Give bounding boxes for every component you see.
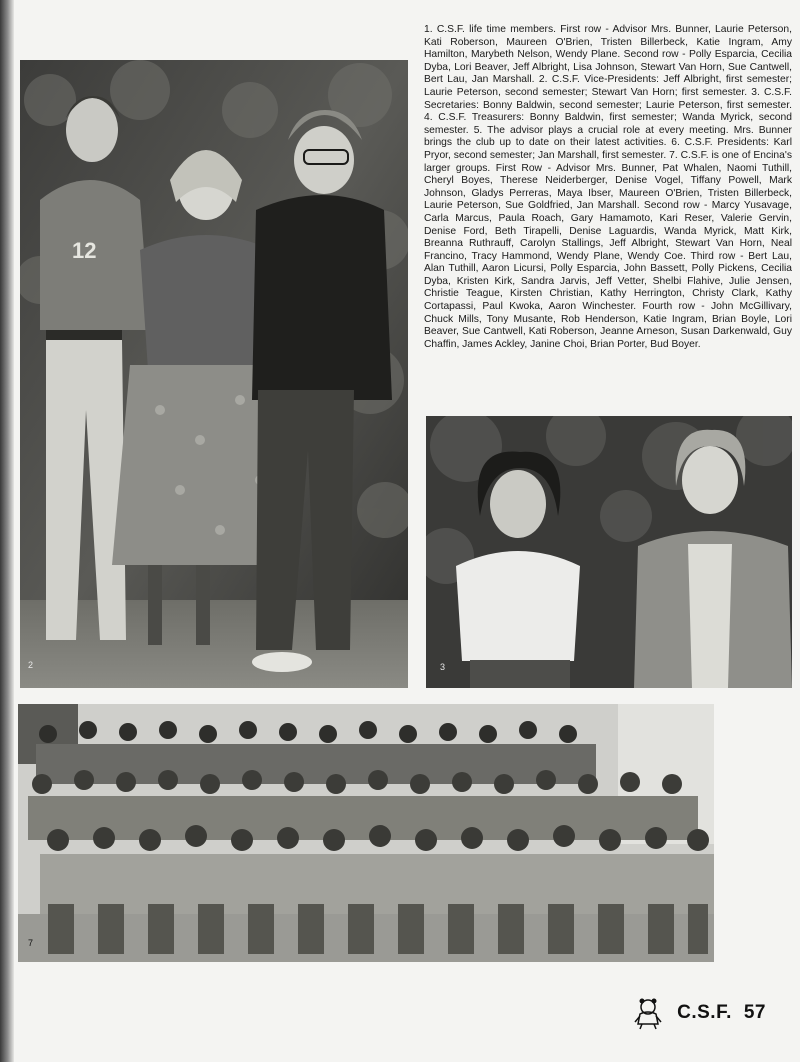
photo-vice-presidents — [20, 60, 408, 688]
page-footer — [631, 996, 766, 1030]
page-number: 57 — [743, 1002, 766, 1023]
binding-shadow — [0, 0, 14, 1062]
caption-text: 1. C.S.F. life time members. First row - Advisor Mrs. Bunner, Laurie Peterson, Kati Roberson, Maureen O'Brien, Tristen Billerbeck, Katie Ingram, Amy Hamilton, Marybeth Nelson, Wendy Plane. Second row - Polly Esparcia, Cecilia Dyba, Lori Beaver, Jeff Albright, Lisa Johnson, Stewart Van Horn, Sue Cantwell, Bert Lau, Jan Marshall. 2. C.S.F. Vice-Presidents: Jeff Albright, first semester; Laurie Peterson, second semester; Stewart Van Horn; first semester. 3. C.S.F. Secretaries: Bonny Baldwin, second semester; Laurie Peterson, first semester. 4. C.S.F. Treasurers: Bonny Baldwin, first semester; Wanda Myrick, second semester. 5. The advisor plays a crucial role at every meeting. Mrs. Bunner brings the club up to date on their latest activities. 6. C.S.F. Presidents: Karl Pryor, second semester; Jan Marshall, first semester. 7. C.S.F. is one of Encina's larger groups. First Row - Advisor Mrs. Bunner, Pat Whalen, Naomi Tuthill, Cheryl Boyes, Therese Neiderberger, Denise Vogel, Tiffany Powell, Mark Johnson, Gladys Perreras, Maya Ibser, Maureen O'Brien, Tristen Billerbeck, Laurie Peterson, Sue Goldfried, Jan Marshall. Second row - Marcy Yusavage, Carla Marcus, Paula Roach, Gary Hamamoto, Kari Reser, Valerie Gervin, Denise Ford, Beth Tirapelli, Denise Laguardis, Wanda Myrick, Matt Kirk, Breanna Ruthrauff, Carolyn Stallings, Jeff Albright, Stewart Van Horn, Neal Francino, Tracy Hammond, Wendy Plane, Wendy Coe. Third row - Bert Lau, Alan Tuthill, Aaron Licursi, Polly Esparcia, John Bassett, Polly Pickens, Cecilia Dyba, Kristen Kirk, Sandra Jarvis, Jeff Vetter, Shelbi Flahive, Julie Jensen, Christie Teague, Kirsten Christian, Kathy Herrington, Christy Clark, Kathy Cortapassi, Paul Kwoka, Aaron Winchester. Fourth row - John McGillivary, Chuck Mills, Tony Musante, Rob Henderson, Katie Ingram, Brian Boyle, Lori Beaver, Sue Cantwell, Kati Roberson, Jeanne Arneson, Susan Darkenwald, Guy Chaffin, James Ackley, Janine Choi, Brian Porter, Bud Boyer. — [424, 24, 792, 350]
bear-mascot-icon — [631, 996, 665, 1030]
photo-number-3: 3 — [440, 662, 446, 672]
photo-secretaries — [426, 416, 792, 688]
photo-number-2: 2 — [28, 660, 34, 670]
photo-vice-presidents-image — [20, 60, 408, 688]
section-label: C.S.F. — [677, 1002, 732, 1023]
photo-secretaries-image — [426, 416, 792, 688]
photo-group — [18, 704, 714, 962]
svg-text:12: 12 — [72, 238, 97, 263]
photo-number-7: 7 — [28, 938, 34, 948]
photo-group-image — [18, 704, 714, 962]
